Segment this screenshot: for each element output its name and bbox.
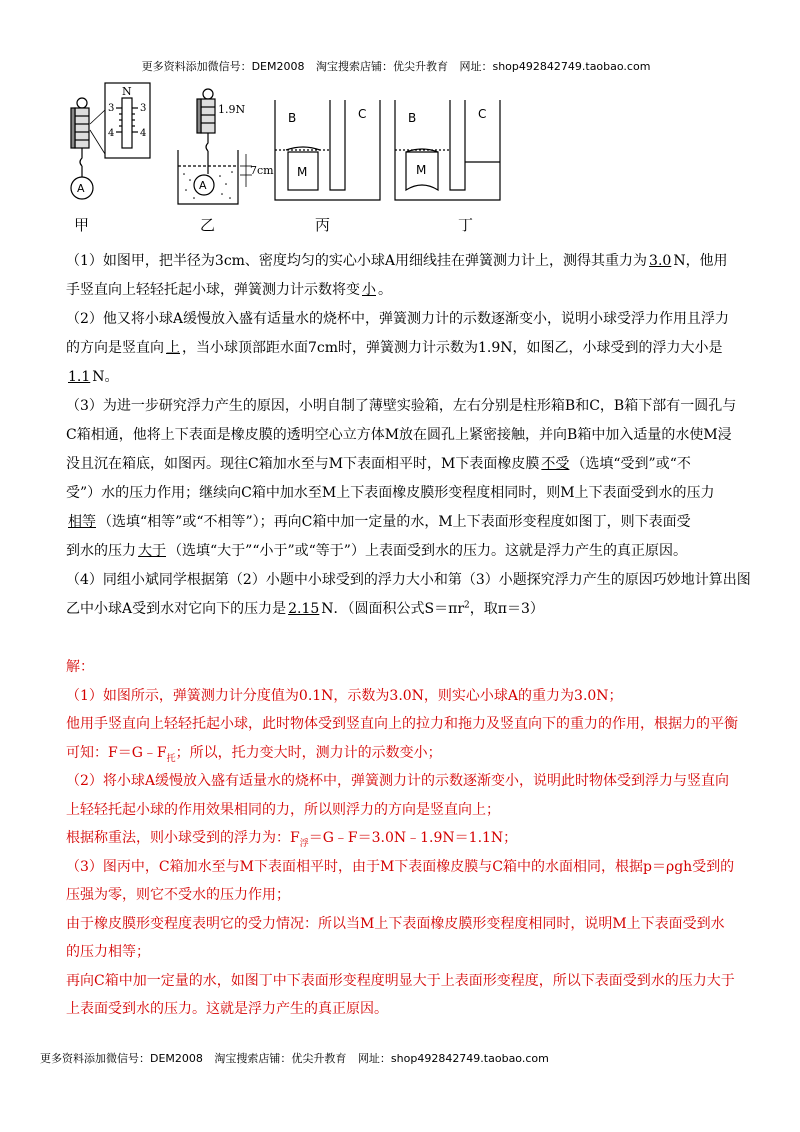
ball-a-label-jia: A: [77, 182, 85, 195]
solution-line3: 可知：$F=G﹣F_托$；所以，托力变大时，测力计的示数变小；: [66, 744, 442, 764]
footer-shop: 淘宝搜索店铺：优尖升教育: [214, 1052, 347, 1065]
scale-tick-4-left: 4: [108, 128, 115, 139]
q1-line1: （1）如图甲，把半径为3cm、密度均匀的实心小球A用细线挂在弹簧测力计上，测得其重力为 3.0 N，他用: [66, 253, 728, 269]
box-b-label-ding: B: [408, 111, 417, 125]
solution-line12: 上表面受到水的压力。这就是浮力产生的真正原因。: [66, 1001, 388, 1017]
scale-tick-3-right: 3: [140, 103, 147, 114]
label-ding: 丁: [458, 216, 474, 234]
q3-line4: 受”）水的压力作用；继续向C箱中加水至M上下表面橡皮膜形变程度相同时，则M上下表面受到水的压力: [66, 485, 715, 501]
answer-direction: 上: [166, 340, 180, 356]
box-c-label-bing: C: [358, 107, 367, 121]
q2-line1: （2）他又将小球A缓慢放入盛有适量水的烧杯中，弹簧测力计的示数逐渐变小，说明小球受浮力作用且浮力: [66, 311, 730, 327]
label-jia: 甲: [74, 216, 90, 234]
answer-reading-change: 小: [362, 282, 376, 298]
cube-m-label-ding: M: [416, 163, 427, 177]
label-yi: 乙: [200, 216, 216, 234]
footer-wechat: 更多资料添加微信号：DEM2008: [40, 1052, 203, 1065]
scale-tick-3-left: 3: [108, 103, 115, 114]
scale-tick-4-right: 4: [140, 128, 147, 139]
q3-line1: （3）为进一步研究浮力产生的原因，小明自制了薄壁实验箱，左右分别是柱形箱B和C，B箱下部有一圆孔与: [66, 398, 737, 414]
q3-line5: 相等 （选填“相等”或“不相等”）；再向C箱中加一定量的水，M上下表面形变程度如图丁，则下表面受: [68, 514, 691, 530]
cube-m-label-bing: M: [297, 165, 308, 179]
depth-label: 7cm: [250, 164, 274, 177]
page-footer: [40, 1050, 557, 1066]
page-header: [0, 58, 800, 74]
experiment-figure: [60, 80, 720, 240]
q3-line2: C箱相通，他将上下表面是橡皮膜的透明空心立方体M放在圆孔上紧密接触，并向B箱中加入适量的水使M浸: [66, 427, 732, 443]
box-b-label-bing: B: [288, 111, 297, 125]
solution-line1: （1）如图所示，弹簧测力计分度值为0.1N，示数为3.0N，则实心小球A的重力为3.0N；: [66, 687, 623, 704]
solution-line2: 他用手竖直向上轻轻托起小球，此时物体受到竖直向上的拉力和拖力及竖直向下的重力的作用，根据力的平衡: [66, 716, 738, 732]
answer-buoyancy: 1.1: [68, 369, 91, 385]
scale-reading: 1.9N: [218, 103, 246, 116]
solution-head: 解：: [66, 659, 94, 675]
solution-line10: 的压力相等；: [66, 944, 150, 960]
solution-line11: 再向C箱中加一定量的水，如图丁中下表面形变程度明显大于上表面形变程度，所以下表面受到水的压力大于: [66, 972, 735, 989]
solution-text: [66, 653, 738, 1024]
header-site: 网址：shop492842749.taobao.com: [459, 60, 651, 73]
solution-line8: 压强为零，则它不受水的压力作用；: [66, 887, 290, 903]
answer-equal: 相等: [68, 514, 96, 530]
question-text: [66, 247, 751, 624]
q3-line6: 到水的压力 大于 （选填“大于”“小于”或“等于”）上表面受到水的压力。这就是浮力产生的真正原因。: [66, 543, 687, 559]
answer-downward-force: 2.15: [288, 601, 320, 617]
answer-greater: 大于: [138, 543, 166, 559]
solution-line4: （2）将小球A缓慢放入盛有适量水的烧杯中，弹簧测力计的示数逐渐变小，说明此时物体受到浮力与竖直向: [66, 773, 730, 789]
label-bing: 丙: [315, 216, 331, 234]
solution-line7: （3）图丙中，C箱加水至与M下表面相平时，由于M下表面橡皮膜与C箱中的水面相同，根据p＝ρgh受到的: [66, 858, 735, 875]
solution-line9: 由于橡皮膜形变程度表明它的受力情况：所以当M上下表面橡皮膜形变程度相同时，说明M上下表面受到水: [66, 915, 725, 932]
header-shop: 淘宝搜索店铺：优尖升教育: [315, 60, 448, 73]
header-wechat: 更多资料添加微信号：DEM2008: [141, 60, 305, 73]
solution-line6: 根据称重法，则小球受到的浮力为：$F_浮=G﹣F=3.0N﹣1.9N=1.1N$；: [66, 830, 518, 849]
q4-line2: 乙中小球A受到水对它向下的压力是 2.15 N．（圆面积公式$S=\pi r^2$，取π＝3）: [66, 600, 544, 617]
answer-weight: 3.0: [649, 253, 672, 269]
q1-line2: 手竖直向上轻轻托起小球，弹簧测力计示数将变 小 。: [66, 282, 392, 298]
footer-site: 网址：shop492842749.taobao.com: [357, 1052, 549, 1065]
q4-line1: （4）同组小斌同学根据第（2）小题中小球受到的浮力大小和第（3）小题探究浮力产生的原因巧妙地计算出图: [66, 572, 751, 588]
solution-line5: 上轻轻托起小球的作用效果相同的力，所以则浮力的方向是竖直向上；: [66, 801, 500, 818]
scale-n-label: N: [122, 85, 132, 98]
ball-a-label-yi: A: [199, 179, 207, 192]
q3-line3: 没且沉在箱底，如图丙。现往C箱加水至与M下表面相平时，M下表面橡皮膜 不受 （选填“受到”或“不: [66, 456, 691, 472]
q2-line2: 的方向是竖直向 上 ，当小球顶部距水面7cm时，弹簧测力计示数为1.9N，如图乙，小球受到的浮力大小是: [66, 340, 723, 356]
box-c-label-ding: C: [478, 107, 487, 121]
answer-not-affected: 不受: [541, 456, 570, 472]
q2-line3: 1.1 N。: [68, 369, 119, 385]
